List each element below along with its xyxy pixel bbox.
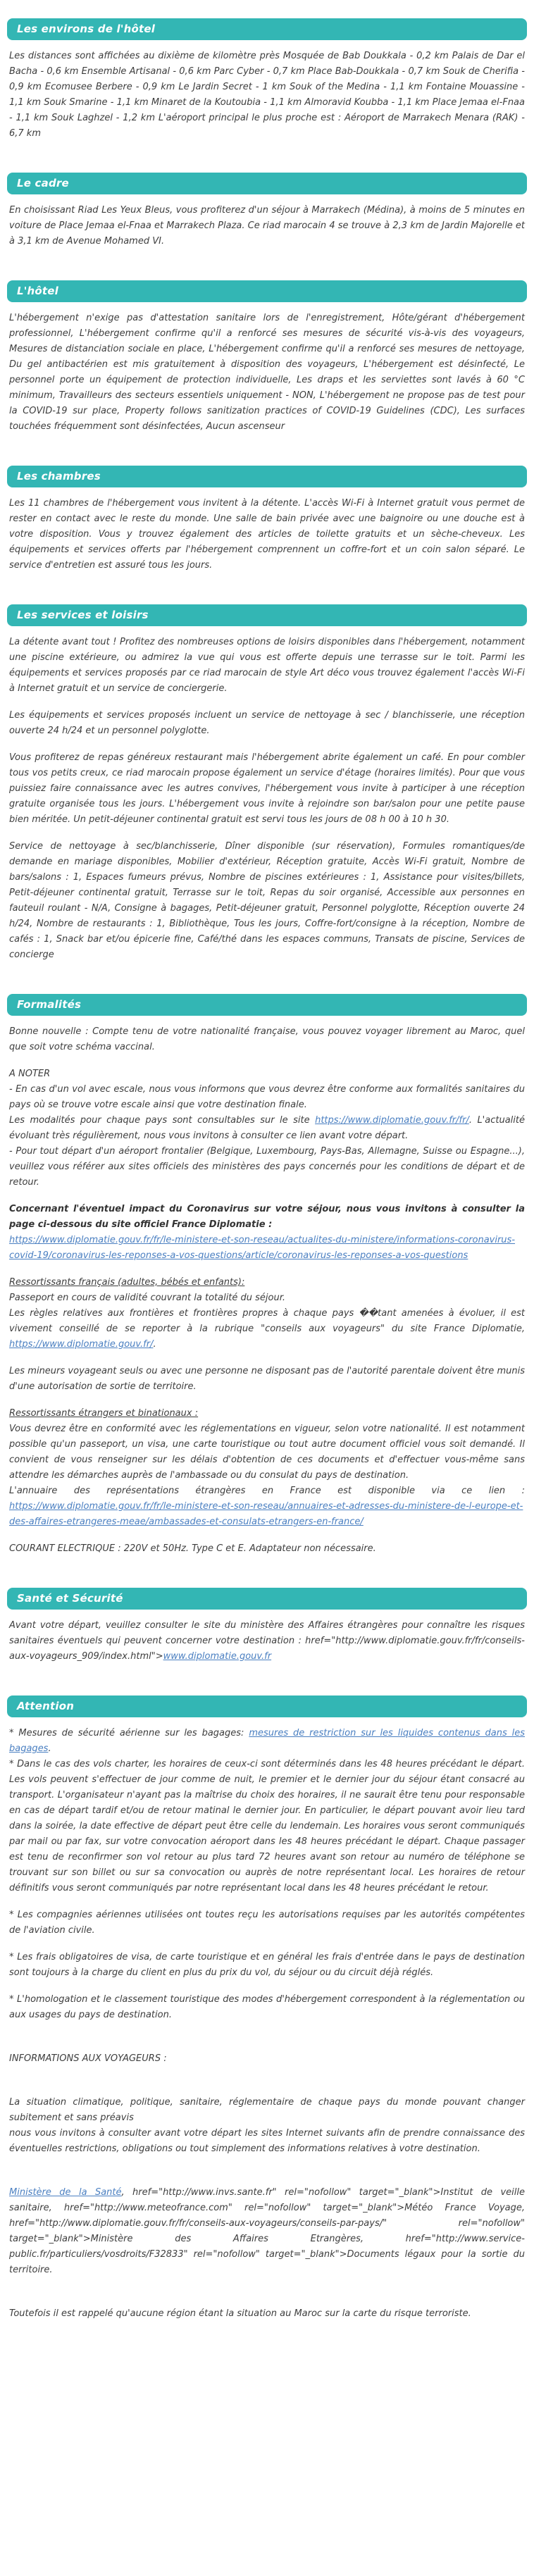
text-run: * Les frais obligatoires de visa, de carte touristique et en général les frais d'entrée dans le pays de destination sont toujours à la charge du client en plus du prix du vol, du séjour ou du circuit déjà réglés.	[9, 1952, 525, 1978]
text-run: Bonne nouvelle : Compte tenu de votre nationalité française, vous pouvez voyager librement au Maroc, quel que soit votre schéma vaccinal.	[9, 1026, 525, 1052]
text-run: Vous devrez être en conformité avec les réglementations en vigueur, selon votre nationalité. Il est notamment possible qu'un passeport, un visa, une carte touristique ou tout autre document officiel vous soit demandé. Il convient de vous renseigner sur les délais d'obtention de ces documents et d'effectuer vous-même sans attendre les démarches auprès de l'ambassade ou du consulat du pays de destination.	[9, 1424, 525, 1481]
text-run: . L'actualité évoluant très régulièrement, nous vous invitons à consulter ce lien avant votre départ.	[9, 1115, 525, 1141]
paragraph	[9, 1113, 525, 1144]
text-run: * L'homologation et le classement touristique des modes d'hébergement correspondent à la réglementation ou aux usages du pays de destination.	[9, 1994, 525, 2020]
section-formalites	[7, 994, 527, 1557]
sections-container	[7, 18, 527, 2322]
section-title: Le cadre	[17, 177, 69, 189]
paragraph	[9, 496, 525, 573]
inline-link[interactable]: https://www.diplomatie.gouv.fr/fr/le-ministere-et-son-reseau/annuaires-et-adresses-du-ministere-de-l-europe-et-des-affaires-etrangeres-meae/ambassades-et-consulats-etrangers-en-france/	[9, 1501, 523, 1527]
paragraph	[9, 1726, 525, 1757]
text-run: La détente avant tout ! Profitez des nombreuses options de loisirs disponibles dans l'hébergement, notamment une piscine extérieure, ou admirez la vue qui vous est offerte depuis une terrasse sur le toit. Parmi les équipements et services proposés par ce riad marocain de style Art déco vous trouvez également l'accès Wi-Fi à Internet gratuit et un service de conciergerie.	[9, 637, 525, 694]
text-run: .	[153, 1339, 156, 1350]
section-attention	[7, 1695, 527, 2322]
paragraph	[9, 1618, 525, 1665]
text-run: , href="http://www.invs.sante.fr" rel="nofollow" target="_blank">Institut de veille sanitaire, href="http://www.meteofrance.com" rel="nofollow" target="_blank">Météo France Voyage, href="http://www.diplomatie.gouv.fr/fr/conseils-aux-voyageurs/conseils-par-pays/" rel="nofollow" target="_blank">Ministère des Affaires Etrangères, href="http://www.service-public.fr/particuliers/vosdroits/F32833" rel="nofollow" target="_blank">Documents légaux pour la sortie du territoire.	[9, 2187, 525, 2275]
text-run: A NOTER	[9, 1069, 51, 1079]
section-header-sante	[7, 1588, 527, 1610]
section-environs	[7, 18, 527, 142]
section-title: Les environs de l'hôtel	[17, 23, 156, 35]
section-header-chambres	[7, 466, 527, 487]
paragraph	[9, 2126, 525, 2157]
paragraph	[9, 311, 525, 435]
section-header-cadre	[7, 173, 527, 194]
text-run: Ressortissants français (adultes, bébés et enfants):	[9, 1277, 245, 1288]
paragraph	[9, 1082, 525, 1113]
inline-link[interactable]: mesures de restriction sur les liquides contenus dans les bagages	[9, 1728, 525, 1754]
text-run: .	[48, 1743, 51, 1754]
section-title: Formalités	[17, 998, 82, 1011]
inline-link[interactable]: https://www.diplomatie.gouv.fr/	[9, 1339, 154, 1350]
section-cadre	[7, 173, 527, 249]
section-title: Attention	[17, 1700, 75, 1712]
section-chambres	[7, 466, 527, 573]
inline-link[interactable]: https://www.diplomatie.gouv.fr/fr/le-ministere-et-son-reseau/actualites-du-ministere/informations-coronavirus-covid-19/coronavirus-les-reponses-a-vos-questions/article/coronavirus-les-reponses-a-vos-questions	[9, 1235, 516, 1261]
paragraph	[9, 1275, 525, 1290]
section-header-services	[7, 604, 527, 626]
text-run: * Les compagnies aériennes utilisées ont toutes reçu les autorisations requises par les autorités compétentes de l'aviation civile.	[9, 1910, 525, 1936]
text-run: La situation climatique, politique, sanitaire, réglementaire de chaque pays du monde pouvant changer subitement et sans préavis	[9, 2097, 525, 2123]
paragraph	[9, 2051, 525, 2067]
paragraph	[9, 1992, 525, 2023]
text-run: Les mineurs voyageant seuls ou avec une personne ne disposant pas de l'autorité parentale doivent être munis d'une autorisation de sortie de territoire.	[9, 1366, 525, 1392]
text-run: Concernant l'éventuel impact du Coronavirus sur votre séjour, nous vous invitons à consulter la page ci-dessous du site officiel France Diplomatie :	[9, 1204, 525, 1230]
text-run: nous vous invitons à consulter avant votre départ les sites Internet suivants afin de prendre connaissance des éventuelles restrictions, obligations ou tout simplement des informations relatives à votre destination.	[9, 2128, 525, 2154]
section-sante	[7, 1588, 527, 1665]
paragraph	[9, 1364, 525, 1395]
section-title: L'hôtel	[17, 285, 59, 297]
text-run: COURANT ELECTRIQUE : 220V et 50Hz. Type C et E. Adaptateur non nécessaire.	[9, 1543, 376, 1554]
text-run: Les règles relatives aux frontières et frontières propres à chaque pays ��tant amenées à évoluer, il est vivement conseillé de se reporter à la rubrique "conseils aux voyageurs" du site France Diplomatie,	[9, 1308, 525, 1334]
inline-link[interactable]: www.diplomatie.gouv.fr	[163, 1651, 272, 1662]
inline-link[interactable]: Ministère de la Santé	[9, 2187, 122, 2198]
paragraph	[9, 1421, 525, 1483]
text-run: Les équipements et services proposés incluent un service de nettoyage à sec / blanchisserie, une réception ouverte 24 h/24 et un personnel polyglotte.	[9, 710, 525, 736]
text-run: Passeport en cours de validité couvrant la totalité du séjour.	[9, 1293, 286, 1303]
text-run: INFORMATIONS AUX VOYAGEURS :	[9, 2053, 167, 2064]
text-run: Avant votre départ, veuillez consulter le site du ministère des Affaires étrangères pour connaître les risques sanitaires éventuels qui peuvent concerner votre destination : href="http://www.diplomatie.gouv.fr/fr/conseils-aux-voyageurs_909/index.html">	[9, 1620, 525, 1662]
paragraph	[9, 203, 525, 249]
section-title: Santé et Sécurité	[17, 1592, 123, 1605]
paragraph	[9, 708, 525, 739]
text-run: - Pour tout départ d'un aéroport frontalier (Belgique, Luxembourg, Pays-Bas, Allemagne, Suisse ou Espagne...), veuillez vous référer aux sites officiels des ministères des pays concernés pour les conditions de départ et de retour.	[9, 1146, 525, 1188]
section-title: Les services et loisirs	[17, 609, 149, 621]
text-run: * Dans le cas des vols charter, les horaires de ceux-ci sont déterminés dans les 48 heures précédant le départ. Les vols peuvent s'effectuer de jour comme de nuit, le premier et le dernier jour du séjour étant consacré au transport. L'organisateur n'ayant pas la maîtrise du choix des horaires, il ne saurait être tenu pour responsable en cas de départ tardif et/ou de retour matinal le dernier jour. En particulier, le départ pouvant avoir lieu tard dans la soirée, la date effective de départ peut être celle du lendemain. Les horaires vous seront communiqués par mail ou par fax, sur votre convocation aéroport dans les 48 heures précédant le départ. Chaque passager est tenu de reconfirmer son vol retour au plus tard 72 heures avant son retour au numéro de téléphone se trouvant sur son billet ou sur sa convocation ou auprès de notre représentant local. Les horaires de retour définitifs vous seront communiqués par notre représentant local dans les 48 heures précédant le retour.	[9, 1759, 525, 1893]
inline-link[interactable]: https://www.diplomatie.gouv.fr/fr/	[315, 1115, 469, 1126]
paragraph	[9, 635, 525, 697]
text-run: - En cas d'un vol avec escale, nous vous informons que vous devrez être conforme aux formalités sanitaires du pays où se trouve votre escale ainsi que votre destination finale.	[9, 1084, 525, 1110]
paragraph	[9, 1908, 525, 1939]
paragraph	[9, 1290, 525, 1306]
paragraph	[9, 1066, 525, 1082]
paragraph	[9, 1757, 525, 1896]
paragraph	[9, 2095, 525, 2126]
paragraph	[9, 1541, 525, 1557]
section-header-formalites	[7, 994, 527, 1016]
paragraph	[9, 49, 525, 142]
text-run: L'hébergement n'exige pas d'attestation sanitaire lors de l'enregistrement, Hôte/gérant d'hébergement professionnel, L'hébergement confirme qu'il a renforcé ses mesures de sécurité vis-à-vis des voyageurs, Mesures de distanciation sociale en place, L'hébergement confirme qu'il a renforcé ses mesures de nettoyage, Du gel antibactérien est mis gratuitement à disposition des voyageurs, L'hébergement est désinfecté, Le personnel porte un équipement de protection individuelle, Les draps et les serviettes sont lavés à 60 °C minimum, Travailleurs des secteurs essentiels uniquement - NON, L'hébergement ne propose pas de test pour la COVID-19 sur place, Property follows sanitization practices of COVID-19 Guidelines (CDC), Les surfaces touchées fréquemment sont désinfectées, Aucun ascenseur	[9, 313, 525, 432]
paragraph	[9, 839, 525, 963]
paragraph	[9, 1024, 525, 1055]
text-run: Toutefois il est rappelé qu'aucune région étant la situation au Maroc sur la carte du risque terroriste.	[9, 2308, 471, 2319]
section-header-environs	[7, 18, 527, 40]
paragraph	[9, 1950, 525, 1981]
paragraph	[9, 1144, 525, 1190]
section-title: Les chambres	[17, 470, 101, 483]
text-run: Les distances sont affichées au dixième de kilomètre près Mosquée de Bab Doukkala - 0,2 km Palais de Dar el Bacha - 0,6 km Ensemble Artisanal - 0,6 km Parc Cyber - 0,7 km Place Bab-Doukkala - 0,7 km Souk de Cherifia - 0,9 km Ecomusee Berbere - 0,9 km Le Jardin Secret - 1 km Souk of the Medina - 1,1 km Fontaine Mouassine - 1,1 km Souk Smarine - 1,1 km Minaret de la Koutoubia - 1,1 km Almoravid Koubba - 1,1 km Place Jemaa el-Fnaa - 1,1 km Souk Laghzel - 1,2 km L'aéroport principal le plus proche est : Aéroport de Marrakech Menara (RAK) - 6,7 km	[9, 51, 525, 139]
section-hotel	[7, 280, 527, 435]
text-run: * Mesures de sécurité aérienne sur les bagages:	[9, 1728, 249, 1738]
text-run: Ressortissants étrangers et binationaux :	[9, 1408, 199, 1419]
paragraph	[9, 750, 525, 828]
paragraph	[9, 1406, 525, 1421]
text-run: Les 11 chambres de l'hébergement vous invitent à la détente. L'accès Wi-Fi à Internet gratuit vous permet de rester en contact avec le reste du monde. Une salle de bain privée avec une baignoire ou une douche est à votre disposition. Vous y trouvez également des articles de toilette gratuits et un sèche-cheveux. Les équipements et services offerts par l'hébergement comprennent un coffre-fort et un coin salon séparé. Le service d'entretien est assuré tous les jours.	[9, 498, 525, 571]
paragraph	[9, 1483, 525, 1530]
paragraph	[9, 2306, 525, 2322]
text-run: Les modalités pour chaque pays sont consultables sur le site	[9, 1115, 316, 1126]
text-run: L'annuaire des représentations étrangères en France est disponible via ce lien :	[9, 1486, 525, 1496]
section-header-attention	[7, 1695, 527, 1717]
section-services	[7, 604, 527, 963]
paragraph	[9, 1306, 525, 1352]
section-header-hotel	[7, 280, 527, 302]
text-run: Vous profiterez de repas généreux restaurant mais l'hébergement abrite également un café. En pour combler tous vos petits creux, ce riad marocain propose également un service d'étage (horaires limités). Pour que vous puissiez faire connaissance avec les autres convives, l'hébergement vous invite à participer à une réception gratuite organisée tous les jours. L'hébergement vous invite à rejoindre son bar/salon pour une petite pause bien méritée. Un petit-déjeuner continental gratuit est servi tous les jours de 08 h 00 à 10 h 30.	[9, 752, 525, 825]
paragraph	[9, 1233, 525, 1264]
paragraph	[9, 2185, 525, 2278]
paragraph	[9, 1202, 525, 1233]
text-run: Service de nettoyage à sec/blanchisserie, Dîner disponible (sur réservation), Formules romantiques/de demande en mariage disponibles, Mobilier d'extérieur, Réception gratuite, Accès Wi-Fi gratuit, Nombre de bars/salons : 1, Espaces fumeurs prévus, Nombre de piscines extérieures : 1, Assistance pour visites/billets, Petit-déjeuner continental gratuit, Terrasse sur le toit, Repas du soir organisé, Accessible aux personnes en fauteuil roulant - N/A, Consigne à bagages, Petit-déjeuner gratuit, Personnel polyglotte, Réception ouverte 24 h/24, Nombre de restaurants : 1, Bibliothèque, Tous les jours, Coffre-fort/consigne à la réception, Nombre de cafés : 1, Snack bar et/ou épicerie fine, Café/thé dans les espaces communs, Transats de piscine, Services de concierge	[9, 841, 525, 960]
text-run: En choisissant Riad Les Yeux Bleus, vous profiterez d'un séjour à Marrakech (Médina), à moins de 5 minutes en voiture de Place Jemaa el-Fnaa et Marrakech Plaza. Ce riad marocain 4 se trouve à 2,3 km de Jardin Majorelle et à 3,1 km de Avenue Mohamed VI.	[9, 205, 525, 247]
